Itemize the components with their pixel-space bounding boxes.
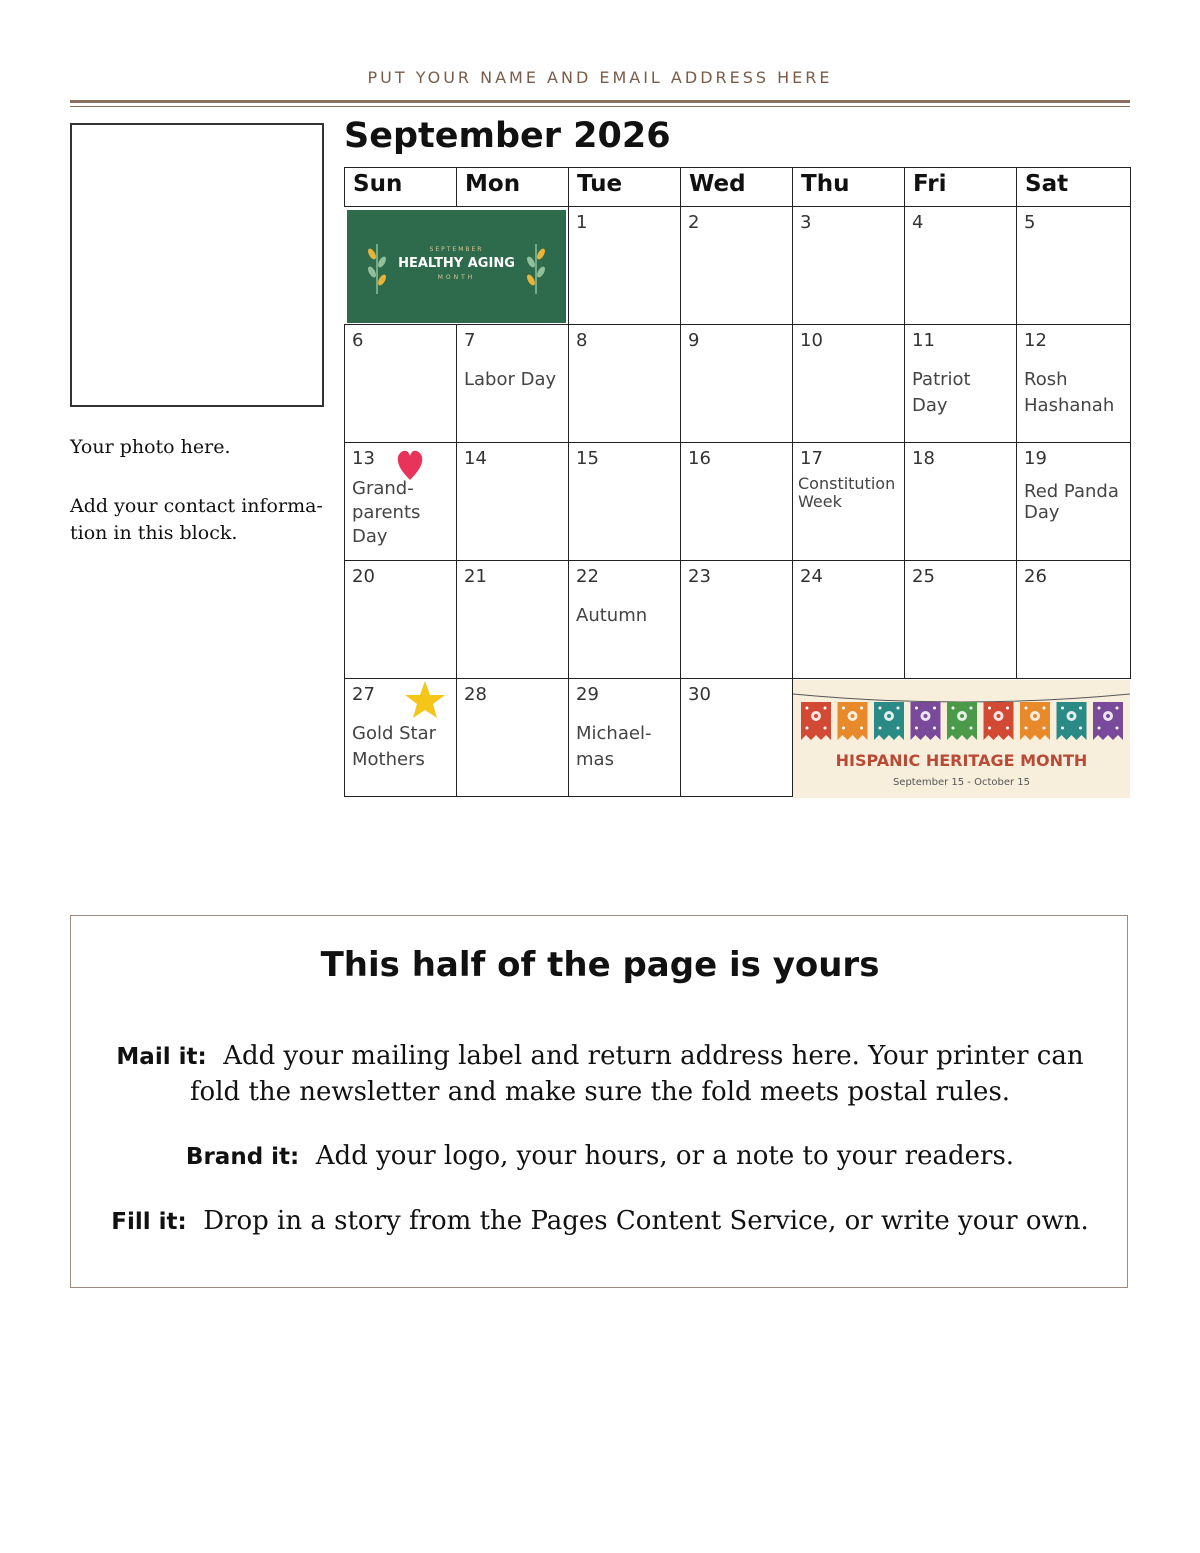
day-number: 16 [688, 448, 711, 469]
healthy-aging-bottom: MONTH [437, 274, 476, 281]
day-cell[interactable] [344, 442, 457, 561]
day-cell[interactable] [456, 560, 569, 679]
day-cell[interactable] [456, 324, 569, 443]
day-cell[interactable] [904, 560, 1017, 679]
day-cell[interactable] [792, 206, 905, 325]
day-number: 21 [464, 566, 487, 587]
day-number: 12 [1024, 330, 1047, 351]
fill-it-text: Drop in a story from the Pages Content Service, or write your own. [203, 1206, 1089, 1236]
day-cell[interactable] [680, 560, 793, 679]
day-cell[interactable] [792, 560, 905, 679]
yours-title: This half of the page is yours [320, 945, 880, 985]
day-cell[interactable] [680, 678, 793, 797]
day-number: 19 [1024, 448, 1047, 469]
brand-it-paragraph [101, 1139, 1099, 1175]
day-cell[interactable] [568, 560, 681, 679]
day-event: Labor Day [464, 369, 557, 390]
day-number: 23 [688, 566, 711, 587]
day-number: 3 [800, 212, 812, 233]
header-rule-thin [70, 106, 1130, 107]
day-number: 13 [352, 448, 375, 469]
day-number: 25 [912, 566, 935, 587]
day-header-wed: Wed [680, 167, 793, 207]
day-header-fri: Fri [904, 167, 1017, 207]
healthy-aging-month-image [347, 210, 566, 323]
star-icon [403, 680, 447, 720]
day-cell[interactable] [344, 324, 457, 443]
day-event: Grand- parents Day [352, 478, 421, 547]
day-event: Patriot Day [912, 369, 971, 416]
day-number: 18 [912, 448, 935, 469]
day-number: 5 [1024, 212, 1036, 233]
name-email-header: PUT YOUR NAME AND EMAIL ADDRESS HERE [367, 68, 833, 87]
day-cell[interactable] [680, 324, 793, 443]
hispanic-heritage-main: HISPANIC HERITAGE MONTH [835, 751, 1088, 770]
header-rule-thick [70, 100, 1130, 103]
day-number: 2 [688, 212, 700, 233]
day-cell[interactable] [568, 206, 681, 325]
day-event: Gold Star Mothers [352, 723, 437, 770]
calendar-title: September 2026 [344, 116, 671, 156]
day-number: 29 [576, 684, 599, 705]
day-cell[interactable] [344, 560, 457, 679]
day-number: 28 [464, 684, 487, 705]
day-cell[interactable] [568, 678, 681, 797]
day-number: 30 [688, 684, 711, 705]
day-number: 22 [576, 566, 599, 587]
day-header-sun: Sun [344, 167, 457, 207]
day-number: 27 [352, 684, 375, 705]
day-cell[interactable] [456, 442, 569, 561]
day-cell[interactable] [792, 324, 905, 443]
day-number: 24 [800, 566, 823, 587]
photo-placeholder[interactable] [70, 123, 324, 407]
day-cell[interactable] [456, 678, 569, 797]
day-cell[interactable] [792, 442, 905, 561]
day-number: 26 [1024, 566, 1047, 587]
day-number: 14 [464, 448, 487, 469]
hispanic-heritage-month-image [793, 680, 1130, 798]
day-number: 7 [464, 330, 476, 351]
day-number: 1 [576, 212, 588, 233]
day-event: Constitution Week [798, 474, 896, 511]
day-cell[interactable] [344, 678, 457, 797]
day-header-mon: Mon [456, 167, 569, 207]
healthy-aging-main: HEALTHY AGING [398, 256, 515, 271]
day-number: 15 [576, 448, 599, 469]
day-event: Rosh Hashanah [1024, 369, 1115, 416]
day-number: 9 [688, 330, 700, 351]
brand-it-text: Add your logo, your hours, or a note to your readers. [315, 1141, 1015, 1171]
hispanic-heritage-dates: September 15 - October 15 [892, 777, 1031, 788]
photo-caption: Your photo here. [70, 436, 231, 458]
day-cell[interactable] [1016, 560, 1131, 679]
day-number: 11 [912, 330, 935, 351]
day-cell[interactable] [904, 442, 1017, 561]
fill-it-label: Fill it: [111, 1209, 187, 1235]
fill-it-paragraph [101, 1204, 1099, 1240]
day-event: Michael- mas [576, 723, 652, 770]
day-cell[interactable] [568, 324, 681, 443]
day-cell[interactable] [680, 442, 793, 561]
day-number: 10 [800, 330, 823, 351]
healthy-aging-top: SEPTEMBER [429, 246, 484, 253]
day-number: 6 [352, 330, 364, 351]
day-number: 8 [576, 330, 588, 351]
day-cell[interactable] [904, 324, 1017, 443]
yours-section [70, 915, 1128, 1288]
day-cell[interactable] [568, 442, 681, 561]
day-cell[interactable] [904, 206, 1017, 325]
day-header-sat: Sat [1016, 167, 1131, 207]
day-cell[interactable] [680, 206, 793, 325]
brand-it-label: Brand it: [185, 1144, 300, 1170]
day-event: Red Panda Day [1024, 481, 1119, 523]
day-number: 20 [352, 566, 375, 587]
mail-it-label: Mail it: [116, 1044, 207, 1070]
contact-text: Add your contact informa- tion in this block. [70, 495, 323, 544]
day-event: Autumn [576, 605, 648, 626]
day-number: 4 [912, 212, 924, 233]
day-number: 17 [800, 448, 823, 469]
heart-icon [396, 449, 424, 483]
day-cell[interactable] [1016, 206, 1131, 325]
day-header-thu: Thu [792, 167, 905, 207]
day-cell[interactable] [1016, 442, 1131, 561]
day-cell[interactable] [1016, 324, 1131, 443]
papel-picado-banner-icon [793, 680, 1130, 750]
day-header-tue: Tue [568, 167, 681, 207]
mail-it-paragraph [101, 1039, 1099, 1110]
mail-it-text: Add your mailing label and return address here. Your printer can fold the newsletter and make sure the fold meets postal rules. [189, 1041, 1084, 1107]
